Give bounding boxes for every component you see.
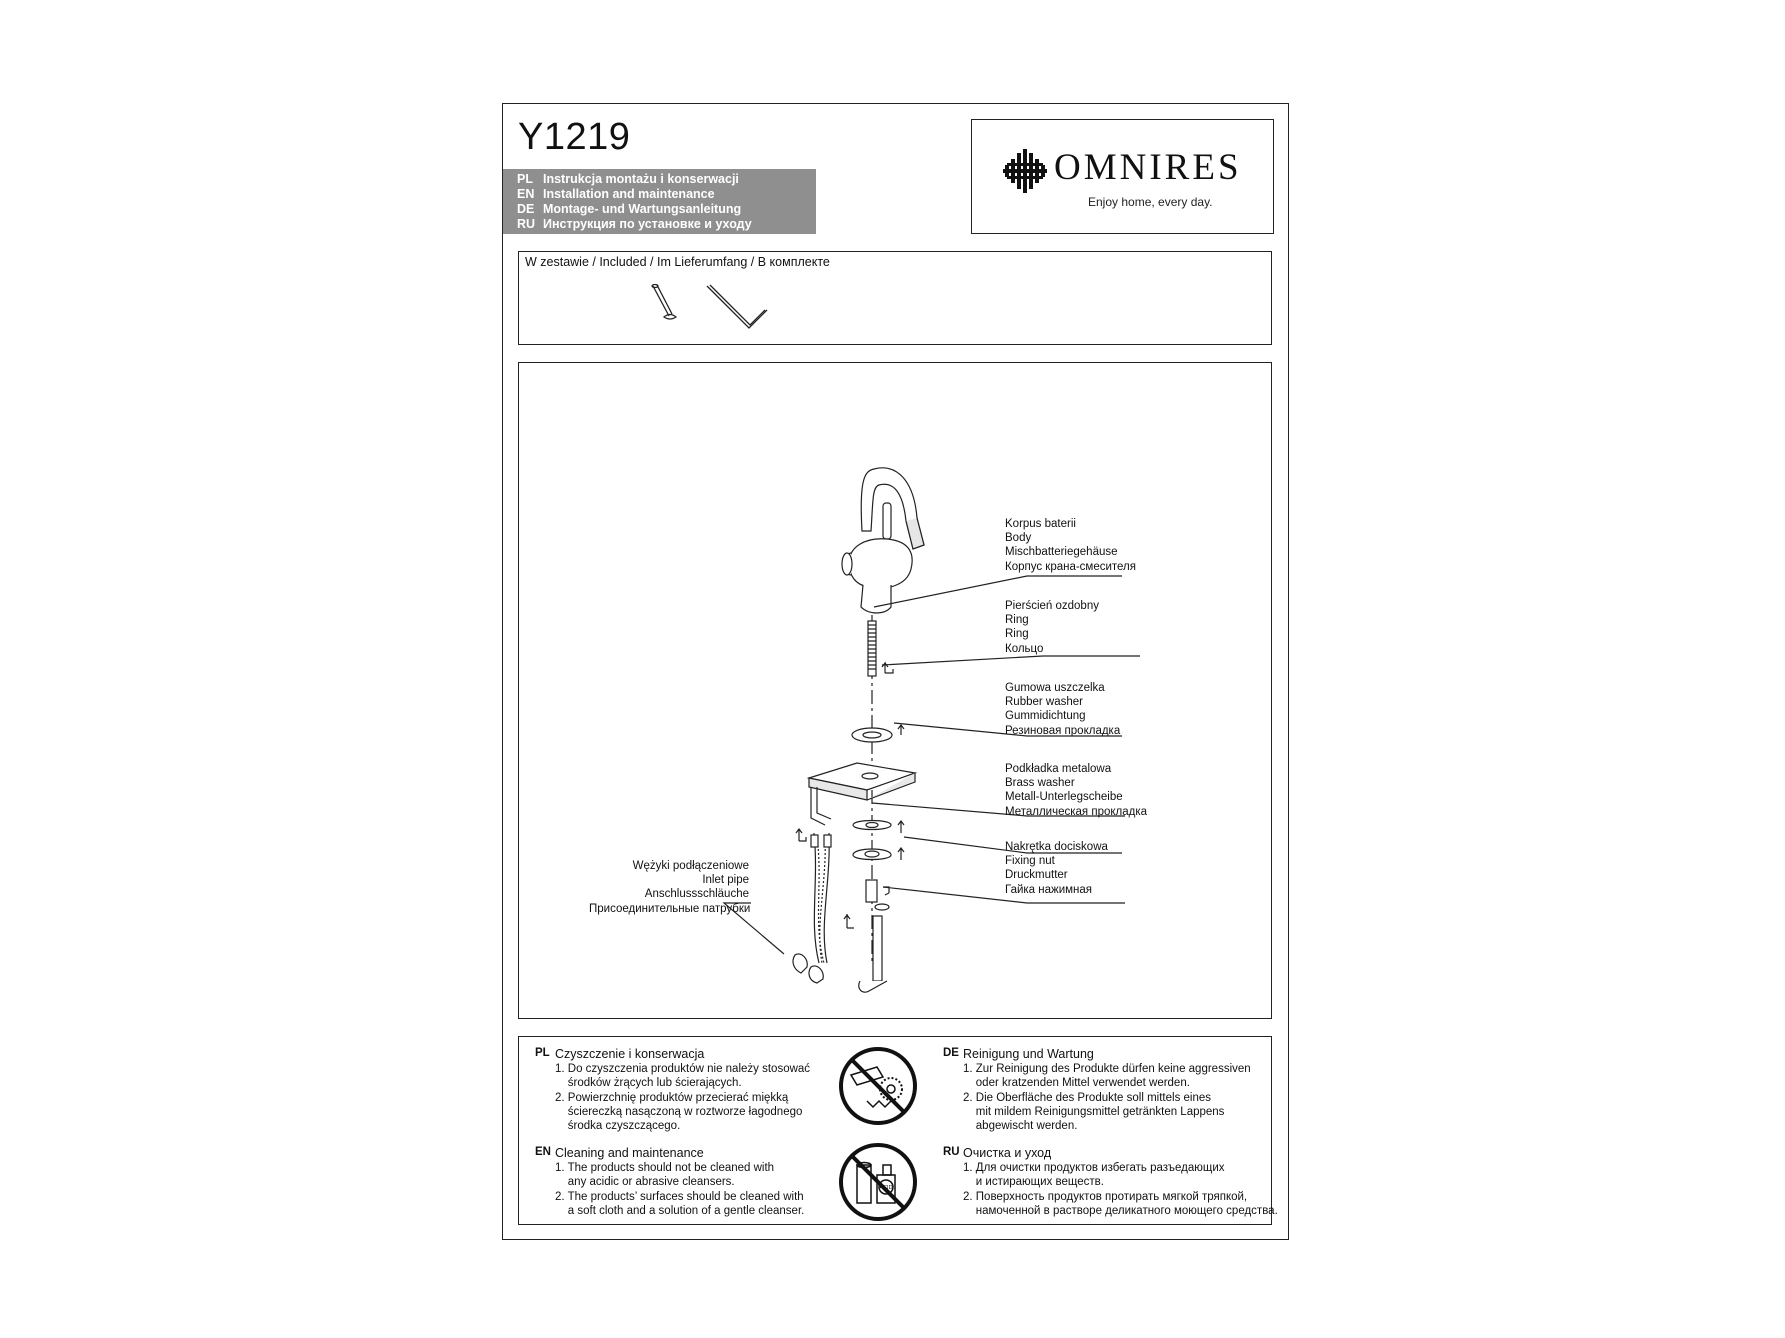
care-item: 2. Поверхность продуктов протирать мягкой тряпкой,	[963, 1190, 1248, 1203]
care-title: Cleaning and maintenance	[555, 1146, 704, 1160]
label-line: Присоединительные патрубки	[589, 902, 751, 915]
label-body	[1005, 517, 1136, 574]
label-line: Корпус крана-смесителя	[1005, 560, 1136, 573]
mounting-stud-icon	[649, 284, 679, 324]
care-list	[555, 1161, 804, 1218]
care-item: mit mildem Reinigungsmittel getränkten Lappens	[963, 1105, 1225, 1118]
title-text: Instrukcja montażu i konserwacji	[543, 172, 739, 186]
exploded-assembly-diagram	[518, 362, 1272, 1019]
care-item: środków żrących lub ścierających.	[555, 1077, 742, 1090]
lang-code: PL	[535, 1047, 550, 1059]
title-text: Installation and maintenance	[543, 187, 715, 201]
label-line: Кольцо	[1005, 642, 1044, 655]
label-line: Inlet pipe	[702, 874, 749, 887]
care-item: środka czyszczącego.	[555, 1120, 681, 1133]
care-item: 2. Powierzchnię produktów przecierać miękką	[555, 1091, 789, 1104]
care-title: Czyszczenie i konserwacja	[555, 1047, 705, 1061]
care-list	[963, 1161, 1278, 1218]
care-list	[963, 1062, 1251, 1133]
included-title: W zestawie / Included / Im Lieferumfang / В комплекте	[525, 255, 830, 269]
label-brass-washer	[1005, 762, 1147, 819]
label-fixing-nut	[1005, 840, 1108, 897]
care-item: a soft cloth and a solution of a gentle cleanser.	[555, 1204, 805, 1217]
brand-logo-box	[971, 119, 1274, 234]
label-line: Ring	[1005, 628, 1029, 641]
title-text: Montage- und Wartungsanleitung	[543, 202, 742, 216]
lang-code: RU	[943, 1146, 960, 1158]
label-line: Гайка нажимная	[1005, 883, 1093, 896]
care-item: и истирающих веществ.	[963, 1176, 1104, 1189]
label-line: Ring	[1005, 614, 1029, 627]
label-line: Резиновая прокладка	[1005, 724, 1121, 737]
label-line: Korpus baterii	[1005, 518, 1076, 530]
care-item: any acidic or abrasive cleansers.	[555, 1176, 735, 1189]
label-line: Mischbatteriegehäuse	[1005, 546, 1118, 559]
care-item: 1. Do czyszczenia produktów nie należy stosować	[555, 1063, 811, 1075]
label-line: Podkładka metalowa	[1005, 763, 1112, 775]
care-title: Reinigung und Wartung	[963, 1047, 1094, 1061]
care-item: ściereczką nasączoną w roztworze łagodnego	[555, 1105, 803, 1118]
title-text: Инструкция по установке и уходу	[543, 217, 752, 231]
lang-code: RU	[517, 217, 536, 231]
label-ring	[1005, 599, 1099, 656]
label-line: Gumowa uszczelka	[1005, 682, 1105, 694]
label-line: Brass washer	[1005, 777, 1075, 790]
diamond-grid-logo-icon	[1002, 148, 1048, 194]
label-line: Fixing nut	[1005, 855, 1055, 868]
care-list	[555, 1062, 810, 1133]
brand-name: OMNIRES	[1054, 147, 1242, 188]
care-item: 1. Для очистки продуктов избегать разъедающих	[963, 1162, 1225, 1174]
lang-code: DE	[943, 1047, 959, 1059]
care-item: oder kratzenden Mittel verwendet werden.	[963, 1077, 1190, 1090]
label-line: Gummidichtung	[1005, 710, 1086, 723]
care-item: намоченной в растворе деликатного моющего средства.	[963, 1204, 1278, 1217]
lang-code: PL	[517, 172, 533, 186]
label-rubber-washer	[1005, 681, 1120, 738]
lang-code: DE	[517, 202, 535, 216]
label-line: Anschlussschläuche	[644, 888, 749, 901]
care-section	[518, 1036, 1278, 1225]
label-line: Wężyki podłączeniowe	[632, 860, 749, 872]
care-item: 2. Die Oberfläche des Produkte soll mittels eines	[963, 1091, 1212, 1104]
brand-tagline: Enjoy home, every day.	[1088, 195, 1213, 209]
care-item: 2. The products’ surfaces should be cleaned with	[555, 1190, 804, 1203]
label-line: Rubber washer	[1005, 696, 1083, 709]
language-title-band	[503, 169, 816, 234]
care-title: Очистка и уход	[963, 1146, 1052, 1160]
acid-label: ACID	[879, 1185, 893, 1191]
care-item: abgewischt werden.	[963, 1120, 1078, 1133]
no-acid-cleaners-icon	[837, 1141, 919, 1223]
lang-code: EN	[517, 187, 535, 201]
label-line: Body	[1005, 532, 1032, 545]
label-line: Druckmutter	[1005, 869, 1068, 882]
label-line: Pierścień ozdobny	[1005, 600, 1099, 612]
care-item: 1. The products should not be cleaned with	[555, 1162, 775, 1174]
label-line: Металлическая прокладка	[1005, 805, 1148, 818]
hex-key-icon	[705, 284, 773, 336]
label-line: Metall-Unterlegscheibe	[1005, 791, 1123, 804]
included-items-box	[518, 251, 1272, 345]
label-inlet-pipe	[589, 859, 749, 916]
lang-code: EN	[535, 1146, 551, 1158]
no-abrasive-tools-icon	[837, 1045, 919, 1127]
care-item: 1. Zur Reinigung des Produkte dürfen keine aggressiven	[963, 1063, 1251, 1075]
model-number: Y1219	[518, 116, 631, 158]
label-line: Nakrętka dociskowa	[1005, 841, 1108, 853]
faucet-exploded-view	[519, 363, 1273, 1020]
